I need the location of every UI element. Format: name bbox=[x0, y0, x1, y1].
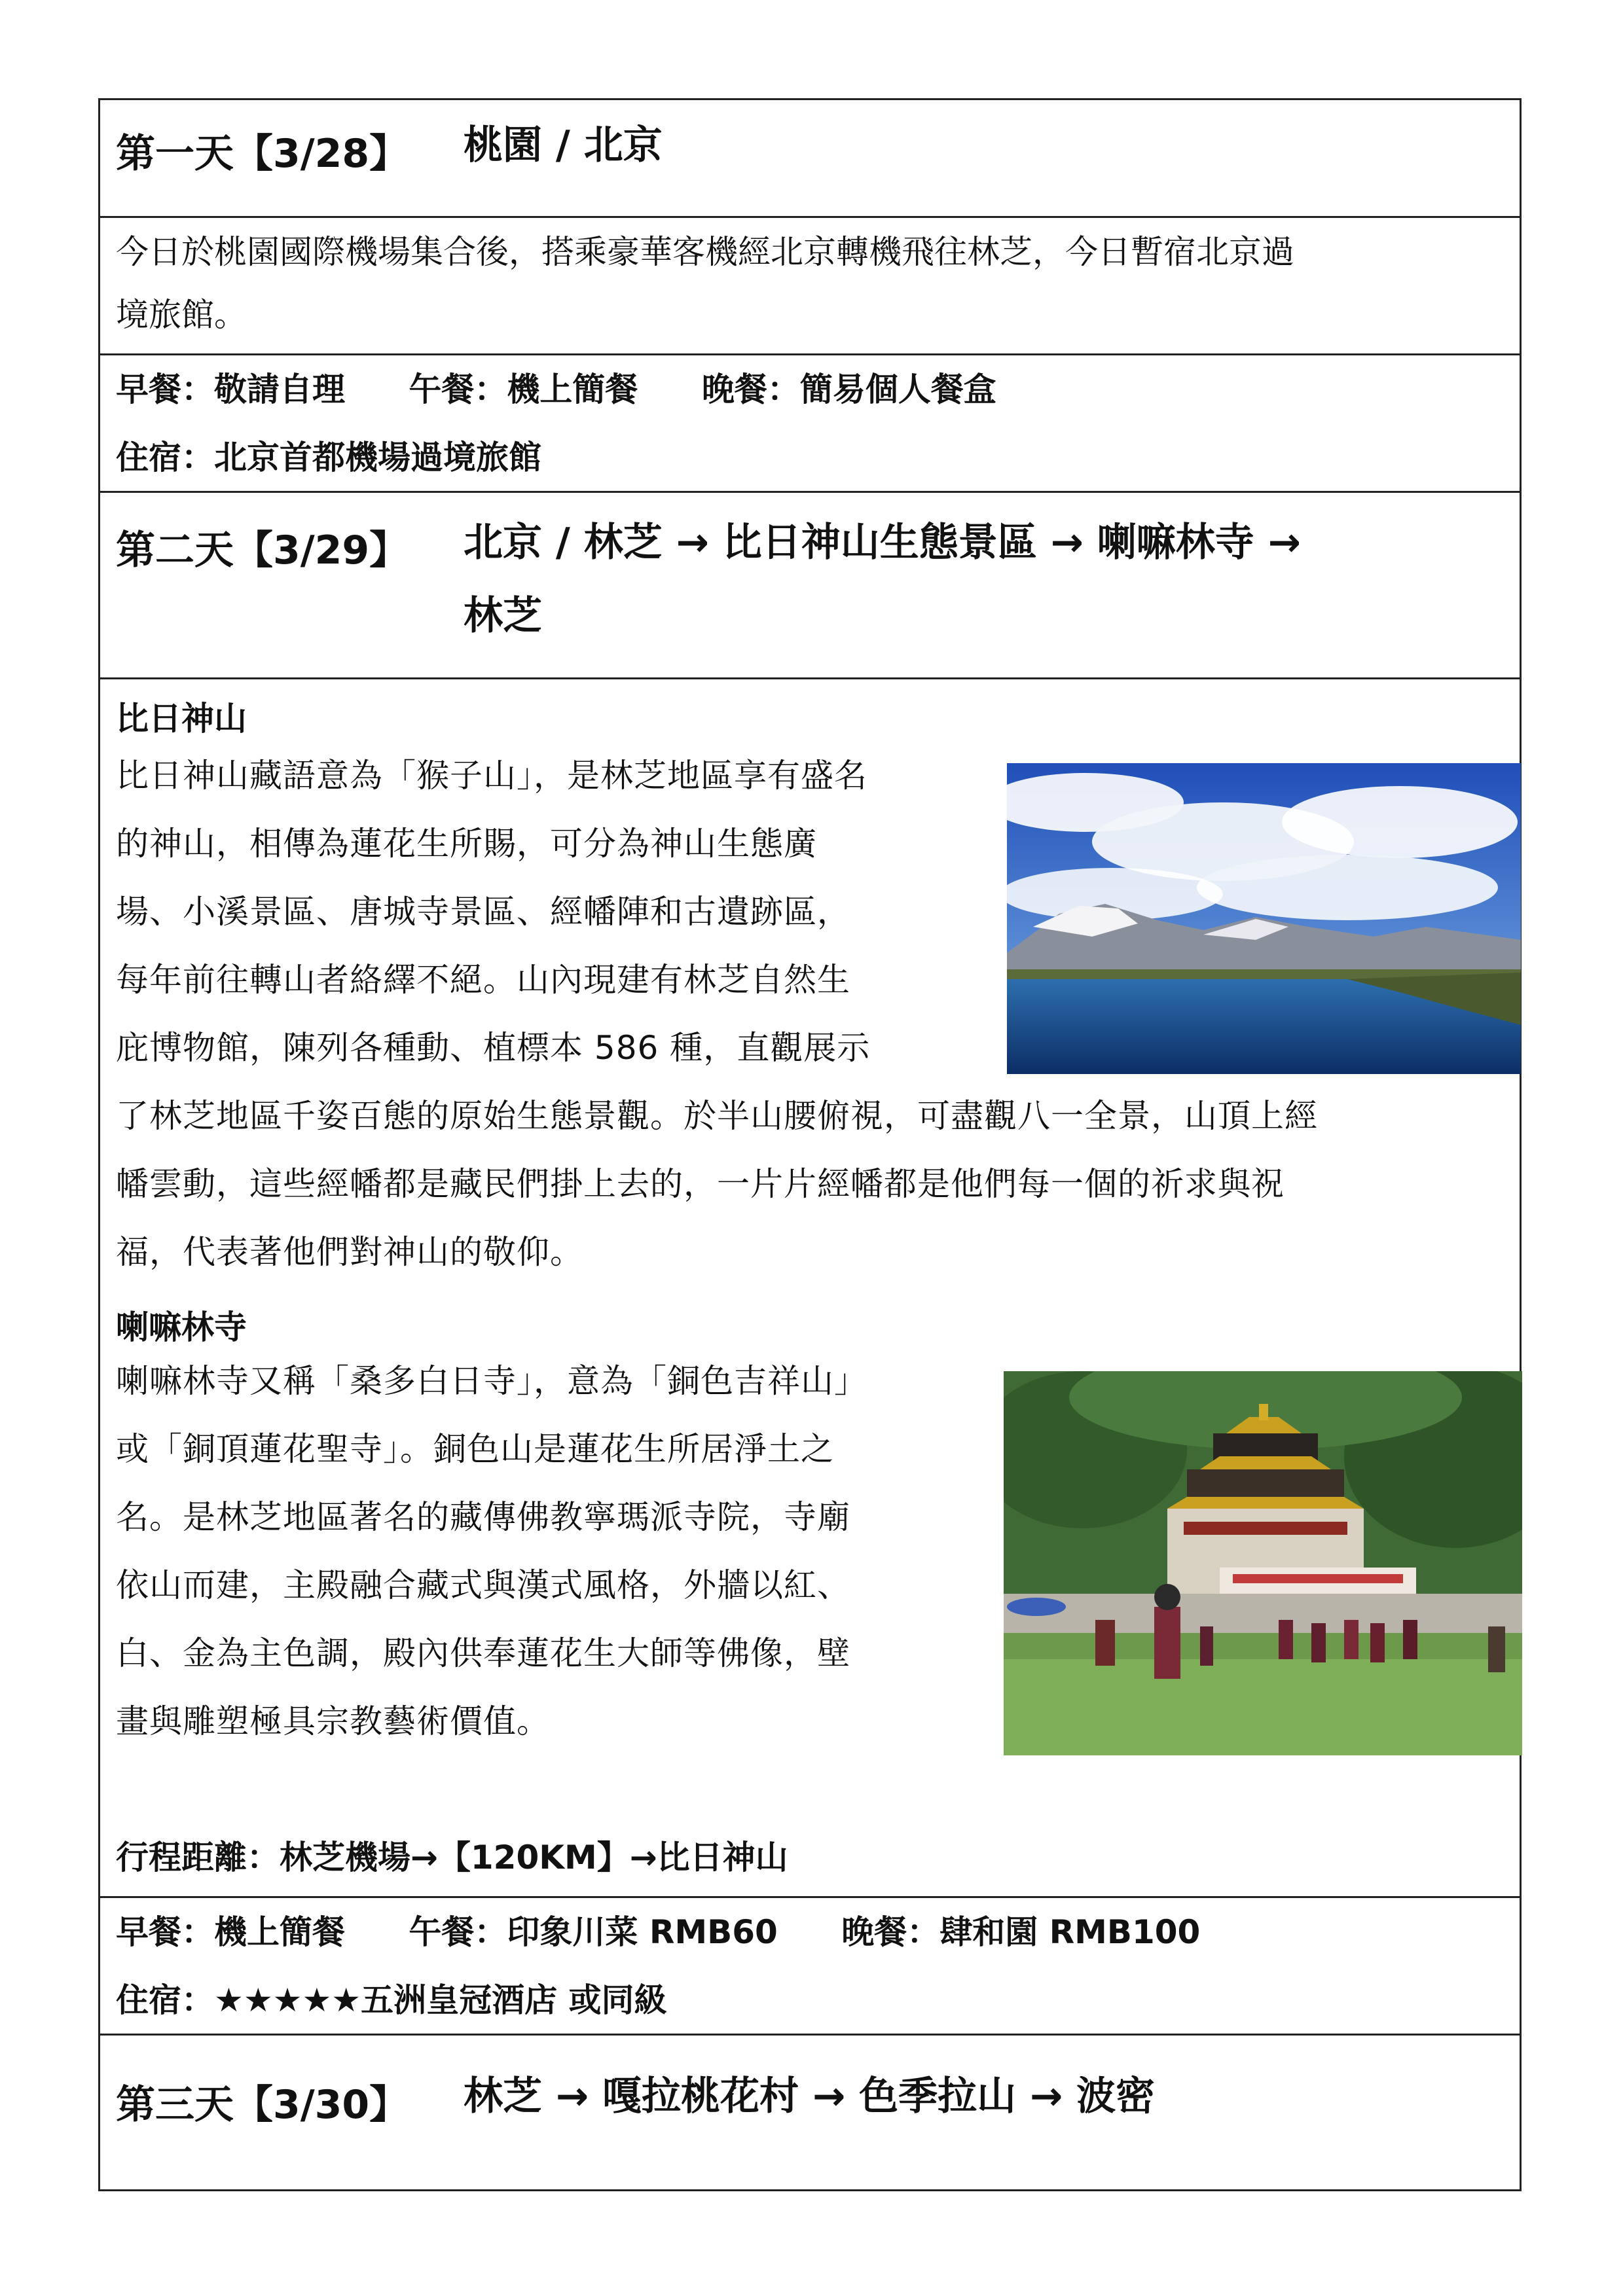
day3-label: 第三天【3/30】 bbox=[116, 2082, 409, 2128]
temple-festival-photo bbox=[1004, 1371, 1522, 1755]
day2-distance: 行程距離：林芝機場→【120KM】→比日神山 bbox=[116, 1839, 788, 1876]
section-lama-lin-temple-title: 喇嘛林寺 bbox=[116, 1308, 247, 1346]
day2-label: 第二天【3/29】 bbox=[116, 528, 409, 573]
paragraph-line: 比日神山藏語意為「猴子山」，是林芝地區享有盛名 bbox=[116, 757, 867, 795]
day1-desc-line1: 今日於桃園國際機場集合後，搭乘豪華客機經北京轉機飛往林芝，今日暫宿北京過 bbox=[116, 233, 1294, 271]
day1-meals bbox=[100, 355, 1520, 493]
day1-label: 第一天【3/28】 bbox=[116, 131, 409, 177]
day2-lunch: 午餐：印象川菜 RMB60 bbox=[409, 1913, 778, 1951]
paragraph-line: 庇博物館，陳列各種動、植標本 586 種，直觀展示 bbox=[116, 1029, 871, 1067]
day2-header bbox=[100, 493, 1520, 679]
day1-desc-line2: 境旅館。 bbox=[116, 296, 247, 334]
day3-header bbox=[100, 2036, 1520, 2189]
paragraph-line: 的神山，相傳為蓮花生所賜，可分為神山生態廣 bbox=[116, 825, 817, 863]
day2-breakfast: 早餐：機上簡餐 bbox=[116, 1913, 345, 1951]
day1-dinner: 晚餐：簡易個人餐盒 bbox=[701, 370, 996, 408]
day2-content bbox=[100, 679, 1520, 1898]
day3-route: 林芝 → 嘎拉桃花村 → 色季拉山 → 波密 bbox=[464, 2073, 1156, 2119]
day2-route bbox=[464, 506, 1301, 653]
day1-meal-line bbox=[116, 355, 1520, 423]
paragraph-line: 每年前往轉山者絡繹不絕。山內現建有林芝自然生 bbox=[116, 961, 850, 999]
itinerary-table bbox=[98, 98, 1522, 2191]
paragraph-line: 名。是林芝地區著名的藏傳佛教寧瑪派寺院，寺廟 bbox=[116, 1498, 850, 1536]
paragraph-line: 場、小溪景區、唐城寺景區、經幡陣和古遺跡區， bbox=[116, 893, 850, 931]
day1-route: 桃園 / 北京 bbox=[464, 122, 663, 168]
day1-header bbox=[100, 100, 1520, 218]
mountain-lake-photo bbox=[1007, 763, 1521, 1074]
day1-hotel: 住宿：北京首都機場過境旅館 bbox=[116, 439, 541, 476]
section-bi-ri-shen-shan-title: 比日神山 bbox=[116, 700, 247, 738]
paragraph-line: 依山而建，主殿融合藏式與漢式風格，外牆以紅、 bbox=[116, 1566, 850, 1604]
day2-meal-line bbox=[116, 1898, 1520, 1966]
day2-route-line1: 北京 / 林芝 → 比日神山生態景區 → 喇嘛林寺 → bbox=[464, 520, 1301, 565]
day2-meals bbox=[100, 1898, 1520, 2036]
day1-description bbox=[100, 218, 1520, 355]
paragraph-line: 喇嘛林寺又稱「桑多白日寺」，意為「銅色吉祥山」 bbox=[116, 1362, 867, 1400]
section-lama-lin-temple-text bbox=[116, 1347, 1006, 1755]
paragraph-line: 了林芝地區千姿百態的原始生態景觀。於半山腰俯視，可盡觀八一全景，山頂上經 bbox=[116, 1097, 1318, 1135]
paragraph-line: 白、金為主色調，殿內供奉蓮花生大師等佛像，壁 bbox=[116, 1634, 850, 1672]
day2-dinner: 晚餐：肆和園 RMB100 bbox=[841, 1913, 1201, 1951]
day1-lunch: 午餐：機上簡餐 bbox=[409, 370, 638, 408]
paragraph-line: 幡雲動，這些經幡都是藏民們掛上去的，一片片經幡都是他們每一個的祈求與祝 bbox=[116, 1165, 1285, 1203]
paragraph-line: 福，代表著他們對神山的敬仰。 bbox=[116, 1233, 583, 1271]
paragraph-line: 或「銅頂蓮花聖寺」。銅色山是蓮花生所居淨土之 bbox=[116, 1430, 834, 1468]
day2-hotel: 住宿：★★★★★五洲皇冠酒店 或同級 bbox=[116, 1981, 667, 2019]
day2-route-line2: 林芝 bbox=[464, 593, 542, 639]
day1-breakfast: 早餐：敬請自理 bbox=[116, 370, 345, 408]
paragraph-line: 畫與雕塑極具宗教藝術價值。 bbox=[116, 1702, 550, 1740]
